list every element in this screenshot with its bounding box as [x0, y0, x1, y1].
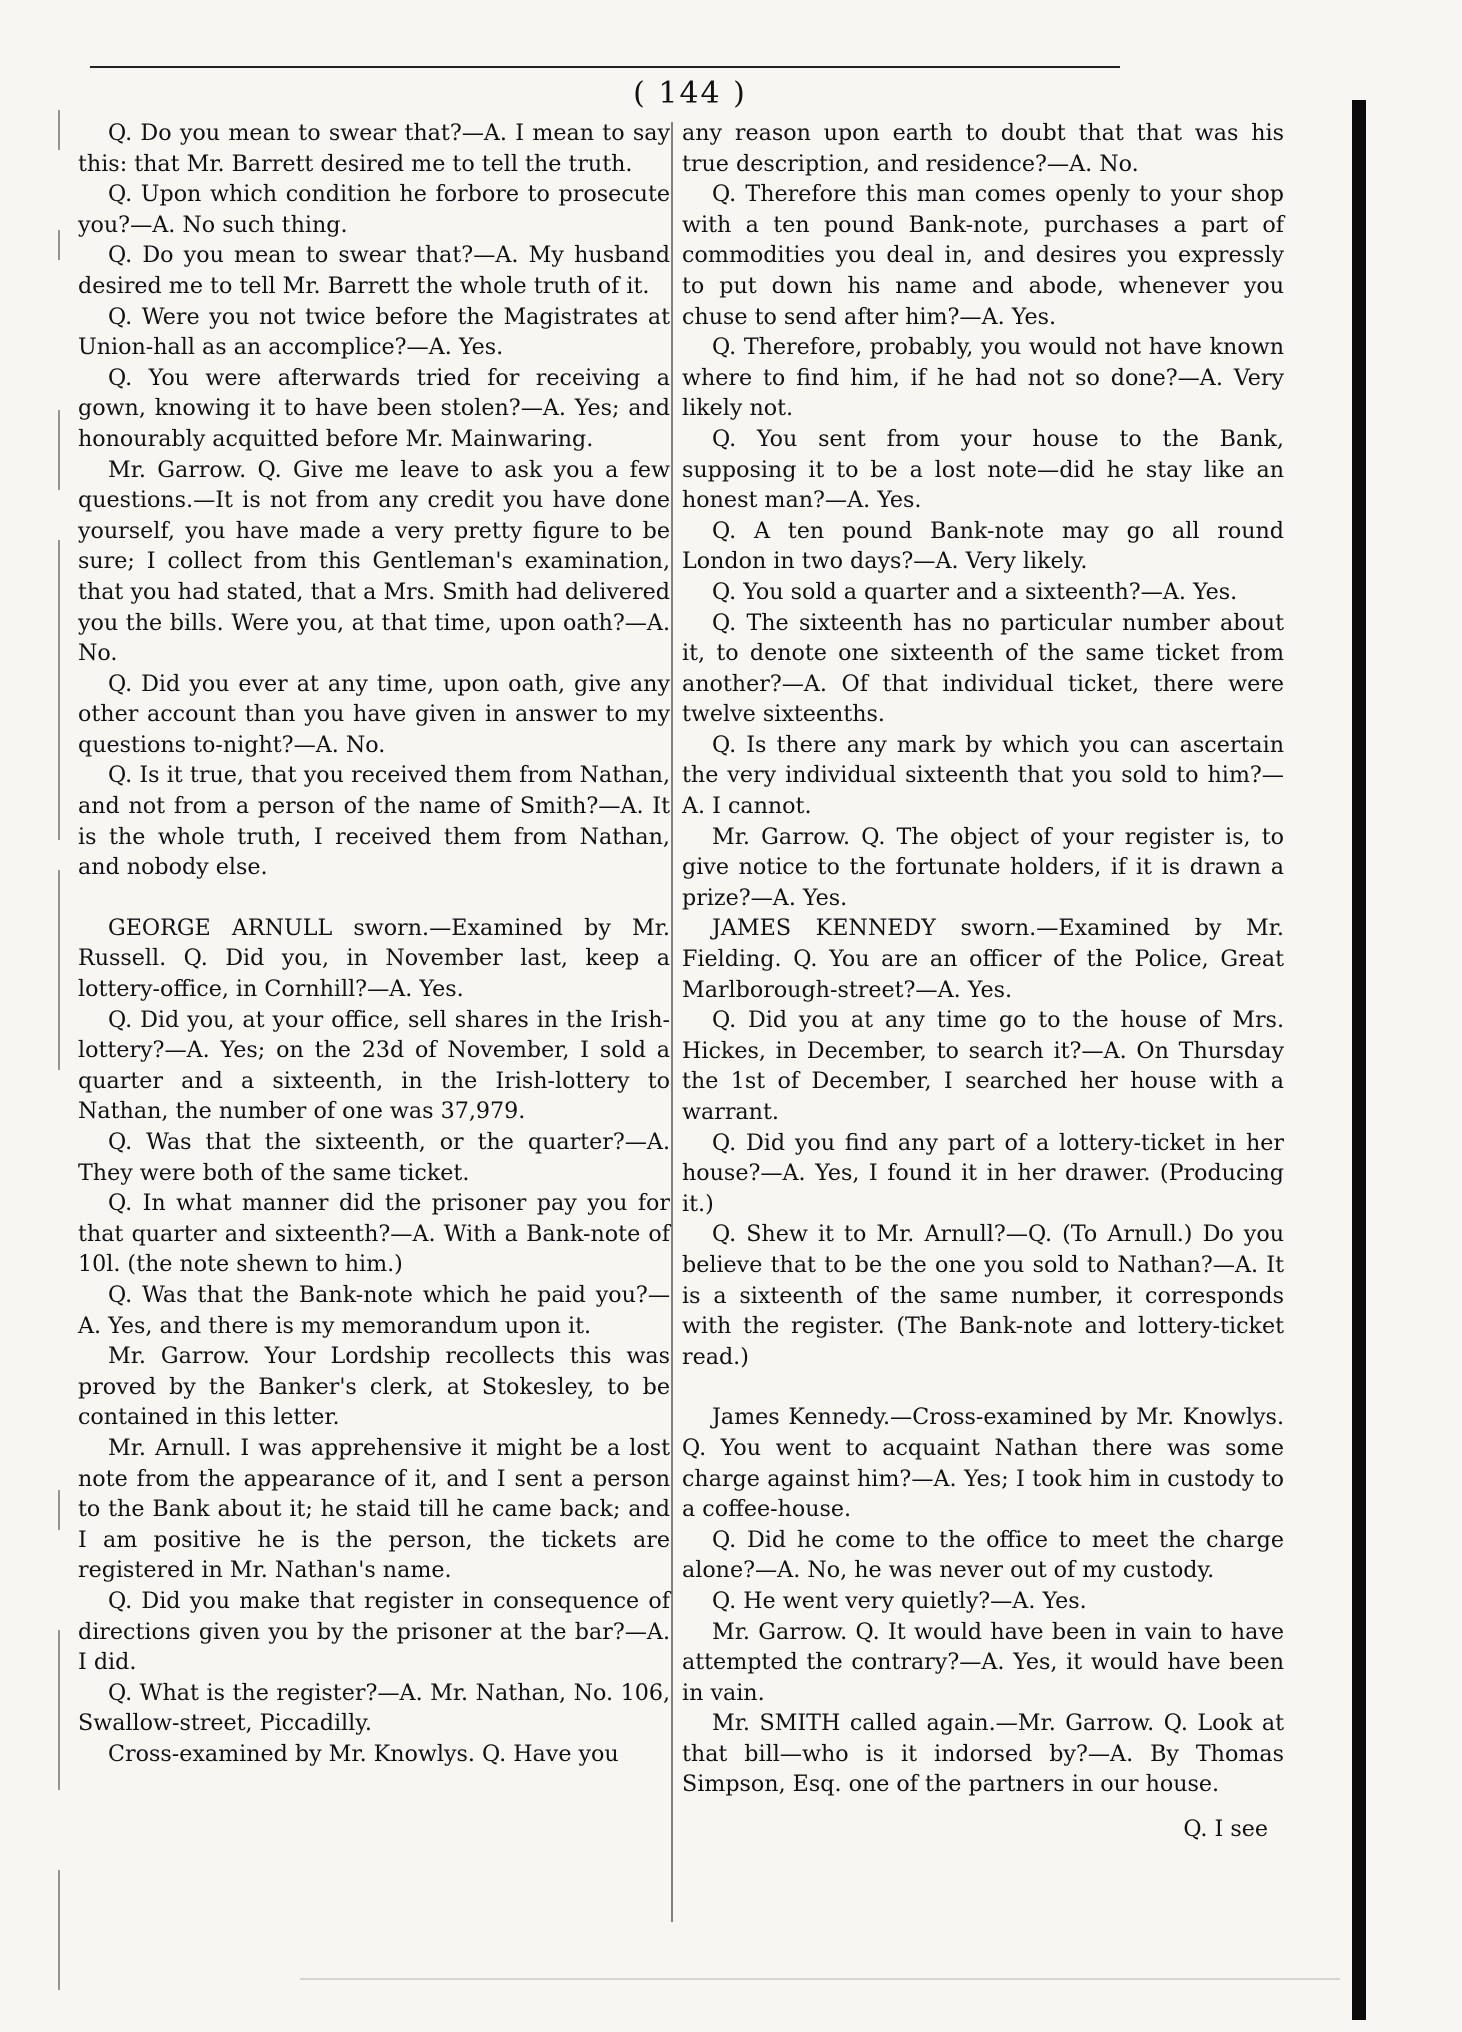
top-rule: [90, 66, 1120, 68]
paragraph: Q. Was that the sixteenth, or the quarter?—A. They were both of the same ticket.: [78, 1129, 670, 1186]
paragraph: Q. Is there any mark by which you can ascertain the very individual sixteenth that you sold to him?—A. I cannot.: [682, 731, 1284, 820]
paragraph: Q. Was that the Bank-note which he paid you?—A. Yes, and there is my memorandum upon it.: [78, 1281, 670, 1339]
paragraph: Q. The sixteenth has no particular number about it, to denote one sixteenth of the same ticket from another?—A. Of that individual ticket, there were twelve sixteenths.: [682, 609, 1284, 728]
paragraph: Q. Therefore this man comes openly to your shop with a ten pound Bank-note, purchases a part of commodities you deal in, and desires you expressly to put down his name and abode, whenever you chuse to send after him?—A. Yes.: [682, 181, 1284, 330]
paragraph: Mr. Garrow. Q. The object of your register is, to give notice to the fortunate holders, if it is drawn a prize?—A. Yes.: [682, 823, 1284, 911]
paragraph: Q. Is it true, that you received them from Nathan, and not from a person of the name of Smith?—A. It is the whole truth, I received them from Nathan, and nobody else.: [78, 762, 670, 881]
column-divider: [671, 122, 673, 1922]
paragraph: Mr. Garrow. Q. Give me leave to ask you a few questions.—It is not from any credit you have done yourself, you have made a very pretty figure to be sure; I collect from this Gentleman's examination, that you had stated, that a Mrs. Smith had delivered you the bills. Were you, at that time, upon oath?—A. No.: [78, 456, 670, 667]
paragraph: James Kennedy.—Cross-examined by Mr. Knowlys. Q. You went to acquaint Nathan there was some charge against him?—A. Yes; I took him in custody to a coffee-house.: [682, 1404, 1284, 1523]
section-gap: [682, 1372, 1284, 1402]
catchword: Q. I see: [1183, 1816, 1268, 1843]
paragraph: Q. Did you, at your office, sell shares in the Irish-lottery?—A. Yes; on the 23d of November, I sold a quarter and a sixteenth, in the Irish-lottery to Nathan, the number of one was 37,979.: [78, 1006, 670, 1125]
paragraph: Q. Did you ever at any time, upon oath, give any other account than you have given in answer to my questions to-night?—A. No.: [78, 670, 670, 758]
paragraph: GEORGE ARNULL sworn.—Examined by Mr. Russell. Q. Did you, in November last, keep a lottery-office, in Cornhill?—A. Yes.: [78, 914, 670, 1003]
paragraph: Q. In what manner did the prisoner pay you for that quarter and sixteenth?—A. With a Bank-note of 10l. (the note shewn to him.): [78, 1190, 670, 1278]
paragraph: any reason upon earth to doubt that that was his true description, and residence?—A. No.: [682, 120, 1284, 177]
paragraph: Q. Did you find any part of a lottery-ticket in her house?—A. Yes, I found it in her drawer. (Producing it.): [682, 1129, 1284, 1217]
paragraph: Q. He went very quietly?—A. Yes.: [712, 1587, 1087, 1614]
binding-edge-bar: [1352, 100, 1366, 2020]
paragraph: Q. Shew it to Mr. Arnull?—Q. (To Arnull.) Do you believe that to be the one you sold to Nathan?—A. It is a sixteenth of the same number, it corresponds with the register. (The Bank-note and lottery-ticket read.): [682, 1221, 1284, 1370]
paragraph: Q. Upon which condition he forbore to prosecute you?—A. No such thing.: [78, 181, 670, 238]
paragraph: Q. Therefore, probably, you would not have known where to find him, if he had not so done?—A. Very likely not.: [682, 334, 1284, 422]
paragraph: Q. Did he come to the office to meet the charge alone?—A. No, he was never out of my custody.: [682, 1526, 1284, 1584]
paragraph: Q. What is the register?—A. Mr. Nathan, No. 106, Swallow-street, Piccadilly.: [78, 1679, 670, 1737]
paragraph: Q. You sent from your house to the Bank, supposing it to be a lost note—did he stay like an honest man?—A. Yes.: [682, 425, 1284, 514]
paragraph: Mr. SMITH called again.—Mr. Garrow. Q. Look at that bill—who is it indorsed by?—A. By Thomas Simpson, Esq. one of the partners in our house.: [682, 1710, 1284, 1798]
paragraph: Q. Were you not twice before the Magistrates at Union-hall as an accomplice?—A. Yes.: [78, 303, 670, 361]
paragraph: Q. You sold a quarter and a sixteenth?—A. Yes.: [712, 578, 1238, 605]
paragraph: Q. You were afterwards tried for receiving a gown, knowing it to have been stolen?—A. Yes; and honourably acquitted before Mr. Mainwaring.: [78, 364, 670, 452]
paragraph: Q. Do you mean to swear that?—A. I mean to say this: that Mr. Barrett desired me to tell the truth.: [78, 120, 670, 177]
paragraph: Q. Did you at any time go to the house of Mrs. Hickes, in December, to search it?—A. On Thursday the 1st of December, I searched her house with a warrant.: [682, 1007, 1284, 1125]
paragraph: Q. Do you mean to swear that?—A. My husband desired me to tell Mr. Barrett the whole truth of it.: [78, 242, 670, 299]
paragraph: Q. A ten pound Bank-note may go all round London in two days?—A. Very likely.: [682, 517, 1284, 575]
left-column: [78, 118, 670, 1769]
paragraph: Mr. Garrow. Q. It would have been in vain to have attempted the contrary?—A. Yes, it would have been in vain.: [682, 1618, 1284, 1706]
paragraph: Mr. Garrow. Your Lordship recollects this was proved by the Banker's clerk, at Stokesley, to be contained in this letter.: [78, 1343, 670, 1431]
right-column: [682, 118, 1284, 1845]
page-number: ( 144 ): [633, 76, 747, 111]
paragraph: JAMES KENNEDY sworn.—Examined by Mr. Fielding. Q. You are an officer of the Police, Great Marlborough-street?—A. Yes.: [682, 915, 1284, 1003]
bottom-rule: [300, 1978, 1340, 1980]
paragraph: Q. Did you make that register in consequence of directions given you by the prisoner at the bar?—A. I did.: [78, 1587, 670, 1676]
paragraph: Mr. Arnull. I was apprehensive it might be a lost note from the appearance of it, and I sent a person to the Bank about it; he staid till he came back; and I am positive he is the person, the tickets are registered in Mr. Nathan's name.: [78, 1434, 670, 1584]
margin-marks: [48, 110, 74, 2010]
section-gap: [78, 883, 670, 913]
paragraph: Cross-examined by Mr. Knowlys. Q. Have you: [108, 1740, 619, 1767]
